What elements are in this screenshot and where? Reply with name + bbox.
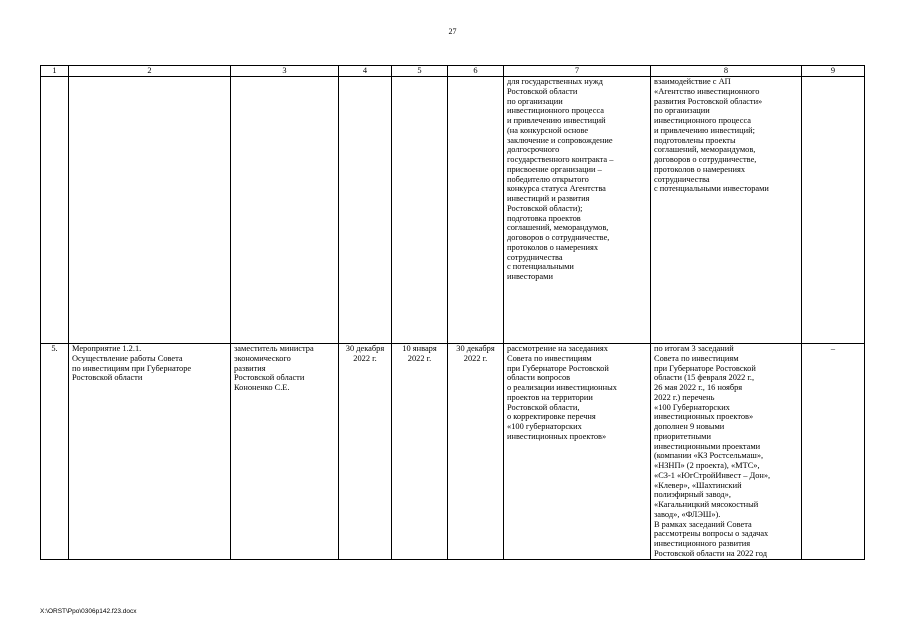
note-cell: – xyxy=(802,344,865,560)
text-line: заключение и сопровождение xyxy=(507,135,613,145)
text-line: области вопросов xyxy=(507,373,571,383)
text-line: Ростовской области); xyxy=(507,203,583,213)
text-line: «Агентство инвестиционного xyxy=(654,86,760,96)
actual-start-date-cell xyxy=(392,344,448,560)
text-line: Ростовской области xyxy=(72,373,143,383)
column-number: 7 xyxy=(504,66,651,77)
text-line: протоколов о намерениях xyxy=(507,242,599,252)
result-description-cell xyxy=(504,77,651,344)
table-row-5 xyxy=(41,344,865,560)
cell xyxy=(448,77,504,344)
responsible-person-cell xyxy=(231,344,339,560)
text-line: при Губернаторе Ростовской xyxy=(654,363,756,373)
text-line: при Губернаторе Ростовской xyxy=(507,363,609,373)
text-line: «100 губернаторских xyxy=(507,422,582,431)
text-line: взаимодействие с АП xyxy=(654,77,731,86)
actual-end-date-cell xyxy=(448,344,504,560)
column-number: 5 xyxy=(392,66,448,77)
text-line: дополнен 9 новыми xyxy=(654,422,725,431)
header-row xyxy=(41,66,865,77)
text-line: 2022 г.) перечень xyxy=(654,392,715,402)
text-line: долгосрочного xyxy=(507,145,560,155)
text-line: «СЗ-1 «ЮгСтройИнвест – Дон», xyxy=(654,470,771,480)
text-line: (на конкурсной основе xyxy=(507,125,589,135)
text-line: сотрудничества xyxy=(654,174,710,184)
column-number: 2 xyxy=(69,66,231,77)
text-line: рассмотрение на заседаниях xyxy=(507,344,608,353)
page-number: 27 xyxy=(448,27,457,36)
text-line: Осуществление работы Совета xyxy=(72,353,183,363)
text-line: с потенциальными xyxy=(507,262,574,272)
text-line: Ростовской области xyxy=(507,86,578,96)
event-name-cell xyxy=(69,344,231,560)
text-line: инвестиций и развития xyxy=(507,194,590,203)
text-line: соглашений, меморандумов, xyxy=(507,223,609,233)
planned-date-cell xyxy=(339,344,392,560)
column-number: 9 xyxy=(802,66,865,77)
text-line: приоритетными xyxy=(654,431,711,441)
text-line: «100 Губернаторских xyxy=(654,402,730,412)
cell xyxy=(339,77,392,344)
row-number: 5. xyxy=(41,344,69,560)
text-line: подготовка проектов xyxy=(507,213,581,223)
text-line: по инвестициям при Губернаторе xyxy=(72,363,192,373)
text-line: и привлечению инвестиций; xyxy=(654,125,755,135)
text-line: 2022 г. xyxy=(353,353,377,363)
cell xyxy=(231,77,339,344)
expected-result-cell xyxy=(504,344,651,560)
text-line: соглашений, меморандумов, xyxy=(654,145,756,155)
cell xyxy=(392,77,448,344)
text-line: заместитель министра xyxy=(234,344,314,353)
text-line: В рамках заседаний Совета xyxy=(654,519,752,529)
text-line: по итогам 3 заседаний xyxy=(654,344,734,353)
text-line: развития xyxy=(234,363,266,373)
text-line: сотрудничества xyxy=(507,252,563,262)
text-line: о корректировке перечня xyxy=(507,412,596,422)
table-row-continued xyxy=(41,77,865,344)
text-line: присвоение организации – xyxy=(507,164,602,174)
text-line: договоров о сотрудничестве, xyxy=(654,155,757,164)
actual-result-cell xyxy=(651,77,802,344)
column-number: 8 xyxy=(651,66,802,77)
text-line: победителю открытого xyxy=(507,174,589,184)
text-line: договоров о сотрудничестве, xyxy=(507,233,610,242)
text-line: Мероприятие 1.2.1. xyxy=(72,344,142,353)
text-line: конкурса статуса Агентства xyxy=(507,184,606,194)
cell xyxy=(41,77,69,344)
column-number: 3 xyxy=(231,66,339,77)
text-line: полиэфирный завод», xyxy=(654,490,731,500)
cell xyxy=(69,77,231,344)
text-line: рассмотрены вопросы о задачах xyxy=(654,529,769,539)
text-line: области (15 февраля 2022 г., xyxy=(654,373,755,383)
text-line: Ростовской области, xyxy=(507,402,580,412)
text-line: (компании «КЗ Ростсельмаш», xyxy=(654,451,764,461)
text-line: инвесторами xyxy=(507,272,553,281)
text-line: Совета по инвестициям xyxy=(507,353,592,363)
text-line: 2022 г. xyxy=(407,353,432,363)
text-line: Совета по инвестициям xyxy=(654,353,739,363)
text-line: для государственных нужд xyxy=(507,77,603,86)
text-line: по организации xyxy=(507,96,563,106)
text-line: 26 мая 2022 г., 16 ноября xyxy=(654,383,743,392)
text-line: инвестиционными проектами xyxy=(654,441,761,451)
text-line: инвестиционных проектов» xyxy=(507,431,607,441)
text-line: Ростовской области на 2022 год xyxy=(654,548,767,558)
text-line: о реализации инвестиционных xyxy=(507,383,617,392)
column-number: 6 xyxy=(448,66,504,77)
text-line: экономического xyxy=(234,353,291,363)
text-line: Ростовской области xyxy=(234,373,305,383)
text-line: инвестиционного развития xyxy=(654,539,751,548)
text-line: по организации xyxy=(654,106,710,116)
text-line: с потенциальными инвесторами xyxy=(654,184,769,194)
column-number: 1 xyxy=(41,66,69,77)
text-line: развития Ростовской области» xyxy=(654,96,763,106)
text-line: инвестиционных проектов» xyxy=(654,412,754,422)
text-line: протоколов о намерениях xyxy=(654,164,746,174)
actual-result-cell xyxy=(651,344,802,560)
text-line: инвестиционного процесса xyxy=(654,116,751,125)
text-line: инвестиционного процесса xyxy=(507,106,604,116)
file-path-footer: X:\ORST\Ppo\0306p142.f23.docx xyxy=(40,608,137,615)
cell xyxy=(802,77,865,344)
report-table xyxy=(40,65,865,560)
text-line: 30 декабря xyxy=(345,344,385,353)
text-line: 30 декабря xyxy=(456,344,495,353)
text-line: завод», «ФЛЭШ»). xyxy=(654,509,721,519)
text-line: 10 января xyxy=(402,344,437,353)
text-line: проектов на территории xyxy=(507,392,593,402)
text-line: государственного контракта – xyxy=(507,155,614,164)
text-line: 2022 г. xyxy=(463,353,488,363)
text-line: «НЗНП» (2 проекта), «МТС», xyxy=(654,461,760,470)
text-line: «Кагальницкий мясокостный xyxy=(654,500,759,509)
column-number: 4 xyxy=(339,66,392,77)
text-line: и привлечению инвестиций xyxy=(507,116,606,125)
text-line: «Клевер», «Шахтинский xyxy=(654,480,742,490)
text-line: Кононенко С.Е. xyxy=(234,383,290,392)
text-line: подготовлены проекты xyxy=(654,135,736,145)
